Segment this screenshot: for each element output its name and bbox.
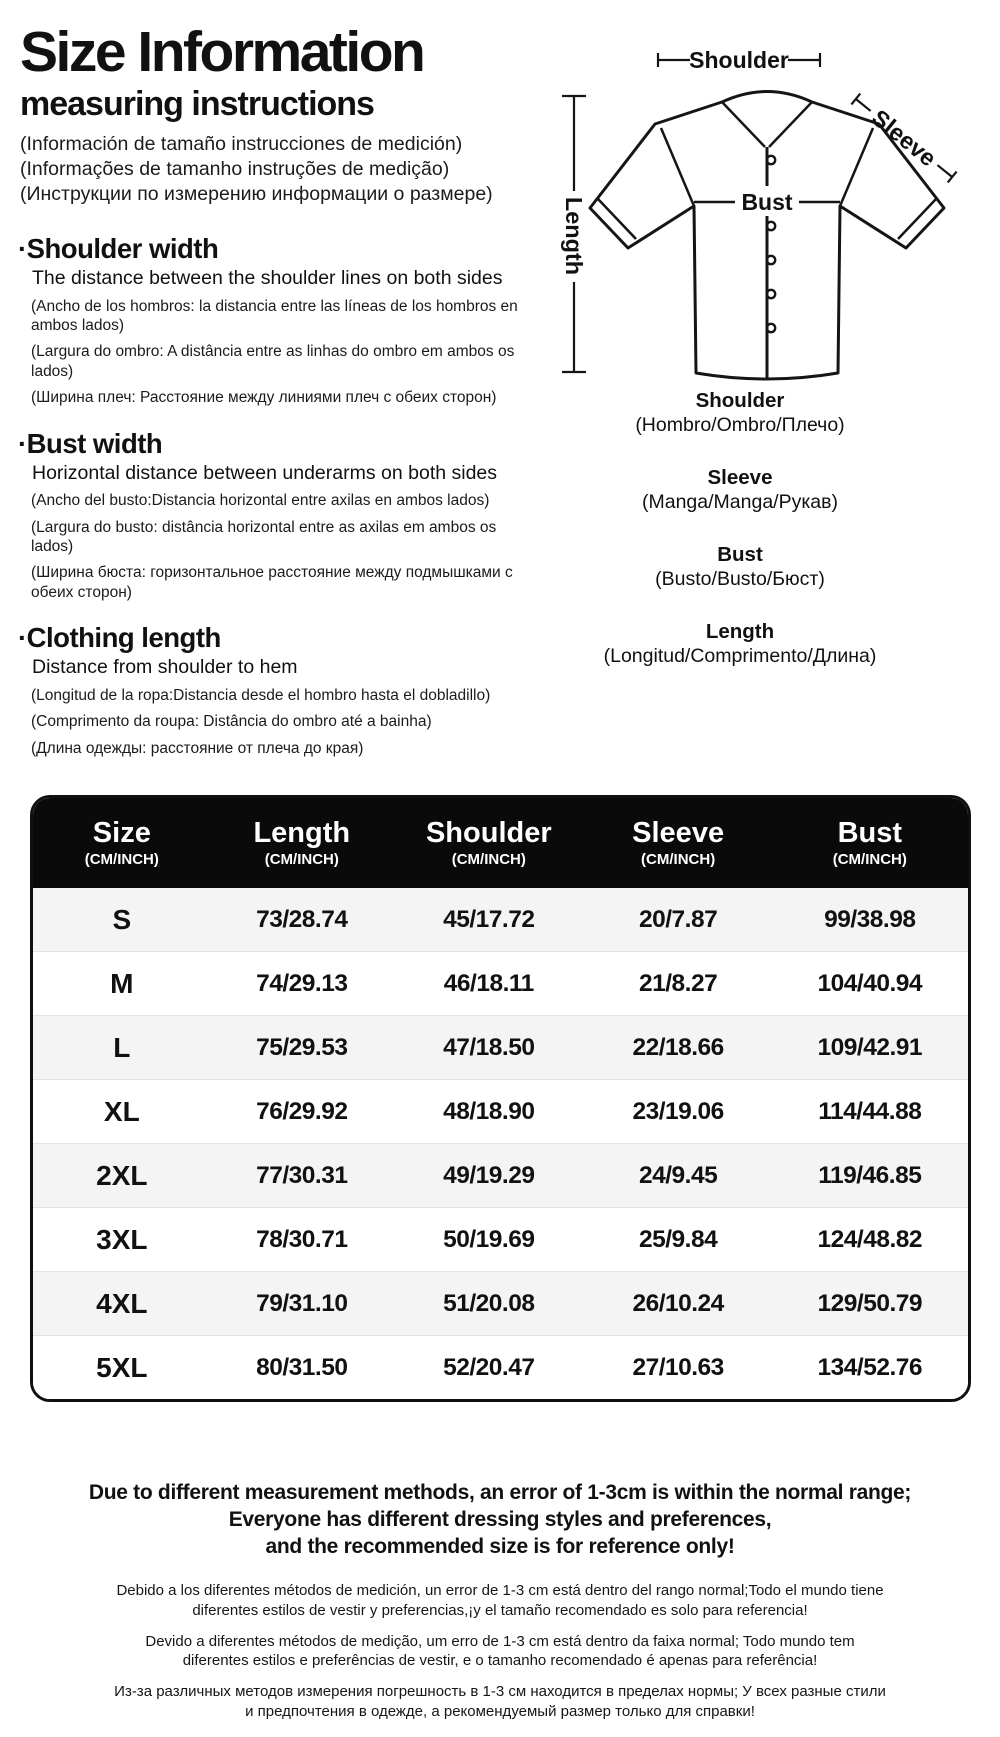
unit-label: (CM/INCH) [84,851,159,869]
bust-cell: 99/38.98 [824,905,916,933]
shoulder-cell: 50/19.69 [443,1225,535,1253]
collar-flaps [722,102,812,147]
table-row-5xl [33,1335,968,1399]
section-bullet: · [18,622,27,654]
bust-cell: 124/48.82 [817,1225,923,1253]
size-cell: S [112,903,132,935]
section-clothing-length [18,623,566,758]
size-cell: 4XL [96,1287,148,1319]
left-cuff-line [598,199,636,239]
unit-label: (CM/INCH) [641,851,716,869]
legend-term: Sleeve [707,465,773,489]
size-cell: 3XL [96,1223,148,1255]
disclaimer [0,1480,1000,1722]
shirt-diagram-icon [552,36,1000,386]
shoulder-cell: 49/19.29 [443,1161,535,1189]
sleeve-cell: 27/10.63 [632,1353,724,1381]
column-header-sleeve: Sleeve (CM/INCH) [585,818,772,868]
size-cell: M [110,967,134,999]
column-header-length: Length (CM/INCH) [211,818,393,868]
page-title: Size Information [20,20,424,84]
section-bullet: · [18,233,27,264]
legend-item-bust [505,543,975,591]
section-translation-es: (Ancho de los hombros: la distancia entre las líneas de los hombros en ambos lados) [31,297,518,335]
section-heading: Clothing length [26,622,221,654]
sleeve-cell: 24/9.45 [639,1161,718,1189]
length-cell: 73/28.74 [256,905,348,933]
bust-cell: 109/42.91 [817,1033,923,1061]
diagram-length-label: Length [561,196,587,276]
table-row-m [33,951,968,1015]
legend-item-length [505,620,975,668]
section-bust-width [18,429,566,603]
shoulder-cell: 51/20.08 [443,1289,535,1317]
size-table-header [33,798,968,888]
size-cell: 5XL [96,1351,148,1383]
bust-cell: 134/52.76 [817,1353,923,1381]
legend-translation: (Hombro/Ombro/Плечо) [635,413,845,436]
shirt-diagram [552,36,1000,386]
unit-label: (CM/INCH) [451,851,526,869]
bust-cell: 119/46.85 [818,1161,922,1189]
shoulder-cell: 52/20.47 [443,1353,535,1381]
legend-term: Length [705,619,775,643]
size-table [30,795,971,1402]
section-translation-es: (Longitud de la ropa:Distancia desde el hombro hasta el dobladillo) [31,686,491,704]
table-row-2xl [33,1143,968,1207]
legend-item-sleeve [505,466,975,514]
shoulder-cell: 45/17.72 [443,905,535,933]
section-translation-pt: (Largura do ombro: A distância entre as linhas do ombro em ambos os lados) [31,343,515,380]
length-cell: 79/31.10 [256,1289,348,1317]
length-cell: 74/29.13 [256,969,348,997]
sleeve-cell: 22/18.66 [632,1033,724,1061]
section-translation-es: (Ancho del busto:Distancia horizontal entre axilas en ambos lados) [31,492,490,510]
subtitle-translation-pt: (Informações de tamanho instruções de medição) [20,157,450,180]
length-cell: 80/31.50 [256,1353,348,1381]
diagram-bust-label: Bust [741,189,793,215]
length-cell: 75/29.53 [256,1033,348,1061]
section-description: Distance from shoulder to hem [32,656,298,679]
disclaimer-en: Due to different measurement methods, an error of 1-3cm is within the normal range; Everyone has different dressing styles and preferences, and the recommended size is for reference only! [88,1481,912,1558]
column-header-shoulder: Shoulder (CM/INCH) [393,818,585,868]
section-heading: Bust width [26,427,163,459]
subtitle-translation-ru: (Инструкции по измерению информации о размере) [20,182,493,205]
bust-cell: 104/40.94 [817,969,923,997]
measure-legend [505,389,975,697]
column-header-size: Size (CM/INCH) [33,818,211,868]
shoulder-cell: 46/18.11 [443,969,534,997]
bust-cell: 129/50.79 [817,1289,923,1317]
diagram-shoulder-label: Shoulder [689,47,789,73]
left-armhole-seam [661,128,694,206]
table-row-s [33,888,968,951]
disclaimer-es: Debido a los diferentes métodos de medición, un error de 1-3 cm está dentro del rango normal;Todo el mundo tiene diferentes estilos de vestir y preferencias,¡y el tamaño recomendado es solo para referencia! [116,1581,884,1619]
unit-label: (CM/INCH) [264,851,339,869]
length-cell: 76/29.92 [256,1097,348,1125]
legend-item-shoulder [505,389,975,437]
sleeve-cell: 20/7.87 [639,905,718,933]
legend-term: Shoulder [695,389,785,412]
size-cell: L [113,1031,131,1063]
legend-translation: (Busto/Busto/Бюст) [655,567,825,590]
page-subtitle: measuring instructions [20,85,374,123]
length-cell: 77/30.31 [256,1161,348,1189]
right-cuff-line [898,199,936,239]
diagram-sleeve-label: Sleeve [866,104,942,172]
section-shoulder-width [18,234,566,408]
section-heading: Shoulder width [26,233,219,264]
table-row-3xl [33,1207,968,1271]
disclaimer-ru: Из-за различных методов измерения погрешность в 1-3 см находится в пределах нормы; У всех разные стили и предпочтения в одежде, а рекомендуемый размер только для справки! [114,1683,886,1721]
title-block [20,20,565,206]
section-translation-ru: (Ширина бюста: горизонтальное расстояние между подмышками с обеих сторон) [31,564,513,601]
unit-label: (CM/INCH) [832,851,907,869]
section-description: The distance between the shoulder lines on both sides [32,267,503,290]
section-translation-pt: (Largura do busto: distância horizontal entre as axilas em ambos os lados) [31,518,497,555]
shoulder-cell: 48/18.90 [443,1097,535,1125]
table-row-xl [33,1079,968,1143]
section-bullet: · [18,427,27,459]
legend-translation: (Manga/Manga/Рукав) [642,490,838,513]
size-cell: 2XL [96,1159,148,1191]
bust-cell: 114/44.88 [818,1097,922,1125]
legend-term: Bust [717,542,763,566]
sleeve-cell: 26/10.24 [632,1289,724,1317]
sleeve-cell: 25/9.84 [639,1225,718,1253]
section-description: Horizontal distance between underarms on both sides [32,461,498,484]
size-cell: XL [103,1095,140,1127]
table-row-l [33,1015,968,1079]
section-translation-ru: (Ширина плеч: Расстояние между линиями плеч с обеих сторон) [31,389,497,407]
section-translation-pt: (Comprimento da roupa: Distância do ombro até a bainha) [31,713,432,731]
measurement-sections [18,234,566,779]
legend-translation: (Longitud/Comprimento/Длина) [603,644,877,667]
column-header-bust: Bust (CM/INCH) [772,818,968,868]
section-translation-ru: (Длина одежды: расстояние от плеча до края) [31,739,364,757]
length-cell: 78/30.71 [256,1225,348,1253]
shoulder-cell: 47/18.50 [443,1033,535,1061]
sleeve-cell: 21/8.27 [639,969,718,997]
subtitle-translation-es: (Información de tamaño instrucciones de medición) [20,132,463,155]
right-armhole-seam [840,128,873,206]
sleeve-measure-line [848,89,961,187]
table-row-4xl [33,1271,968,1335]
disclaimer-pt: Devido a diferentes métodos de medição, um erro de 1-3 cm está dentro da faixa normal; Todo mundo tem diferentes estilos e preferências de vestir, e o tamanho recomendado é apenas para referência! [145,1632,855,1670]
sleeve-cell: 23/19.06 [632,1097,724,1125]
